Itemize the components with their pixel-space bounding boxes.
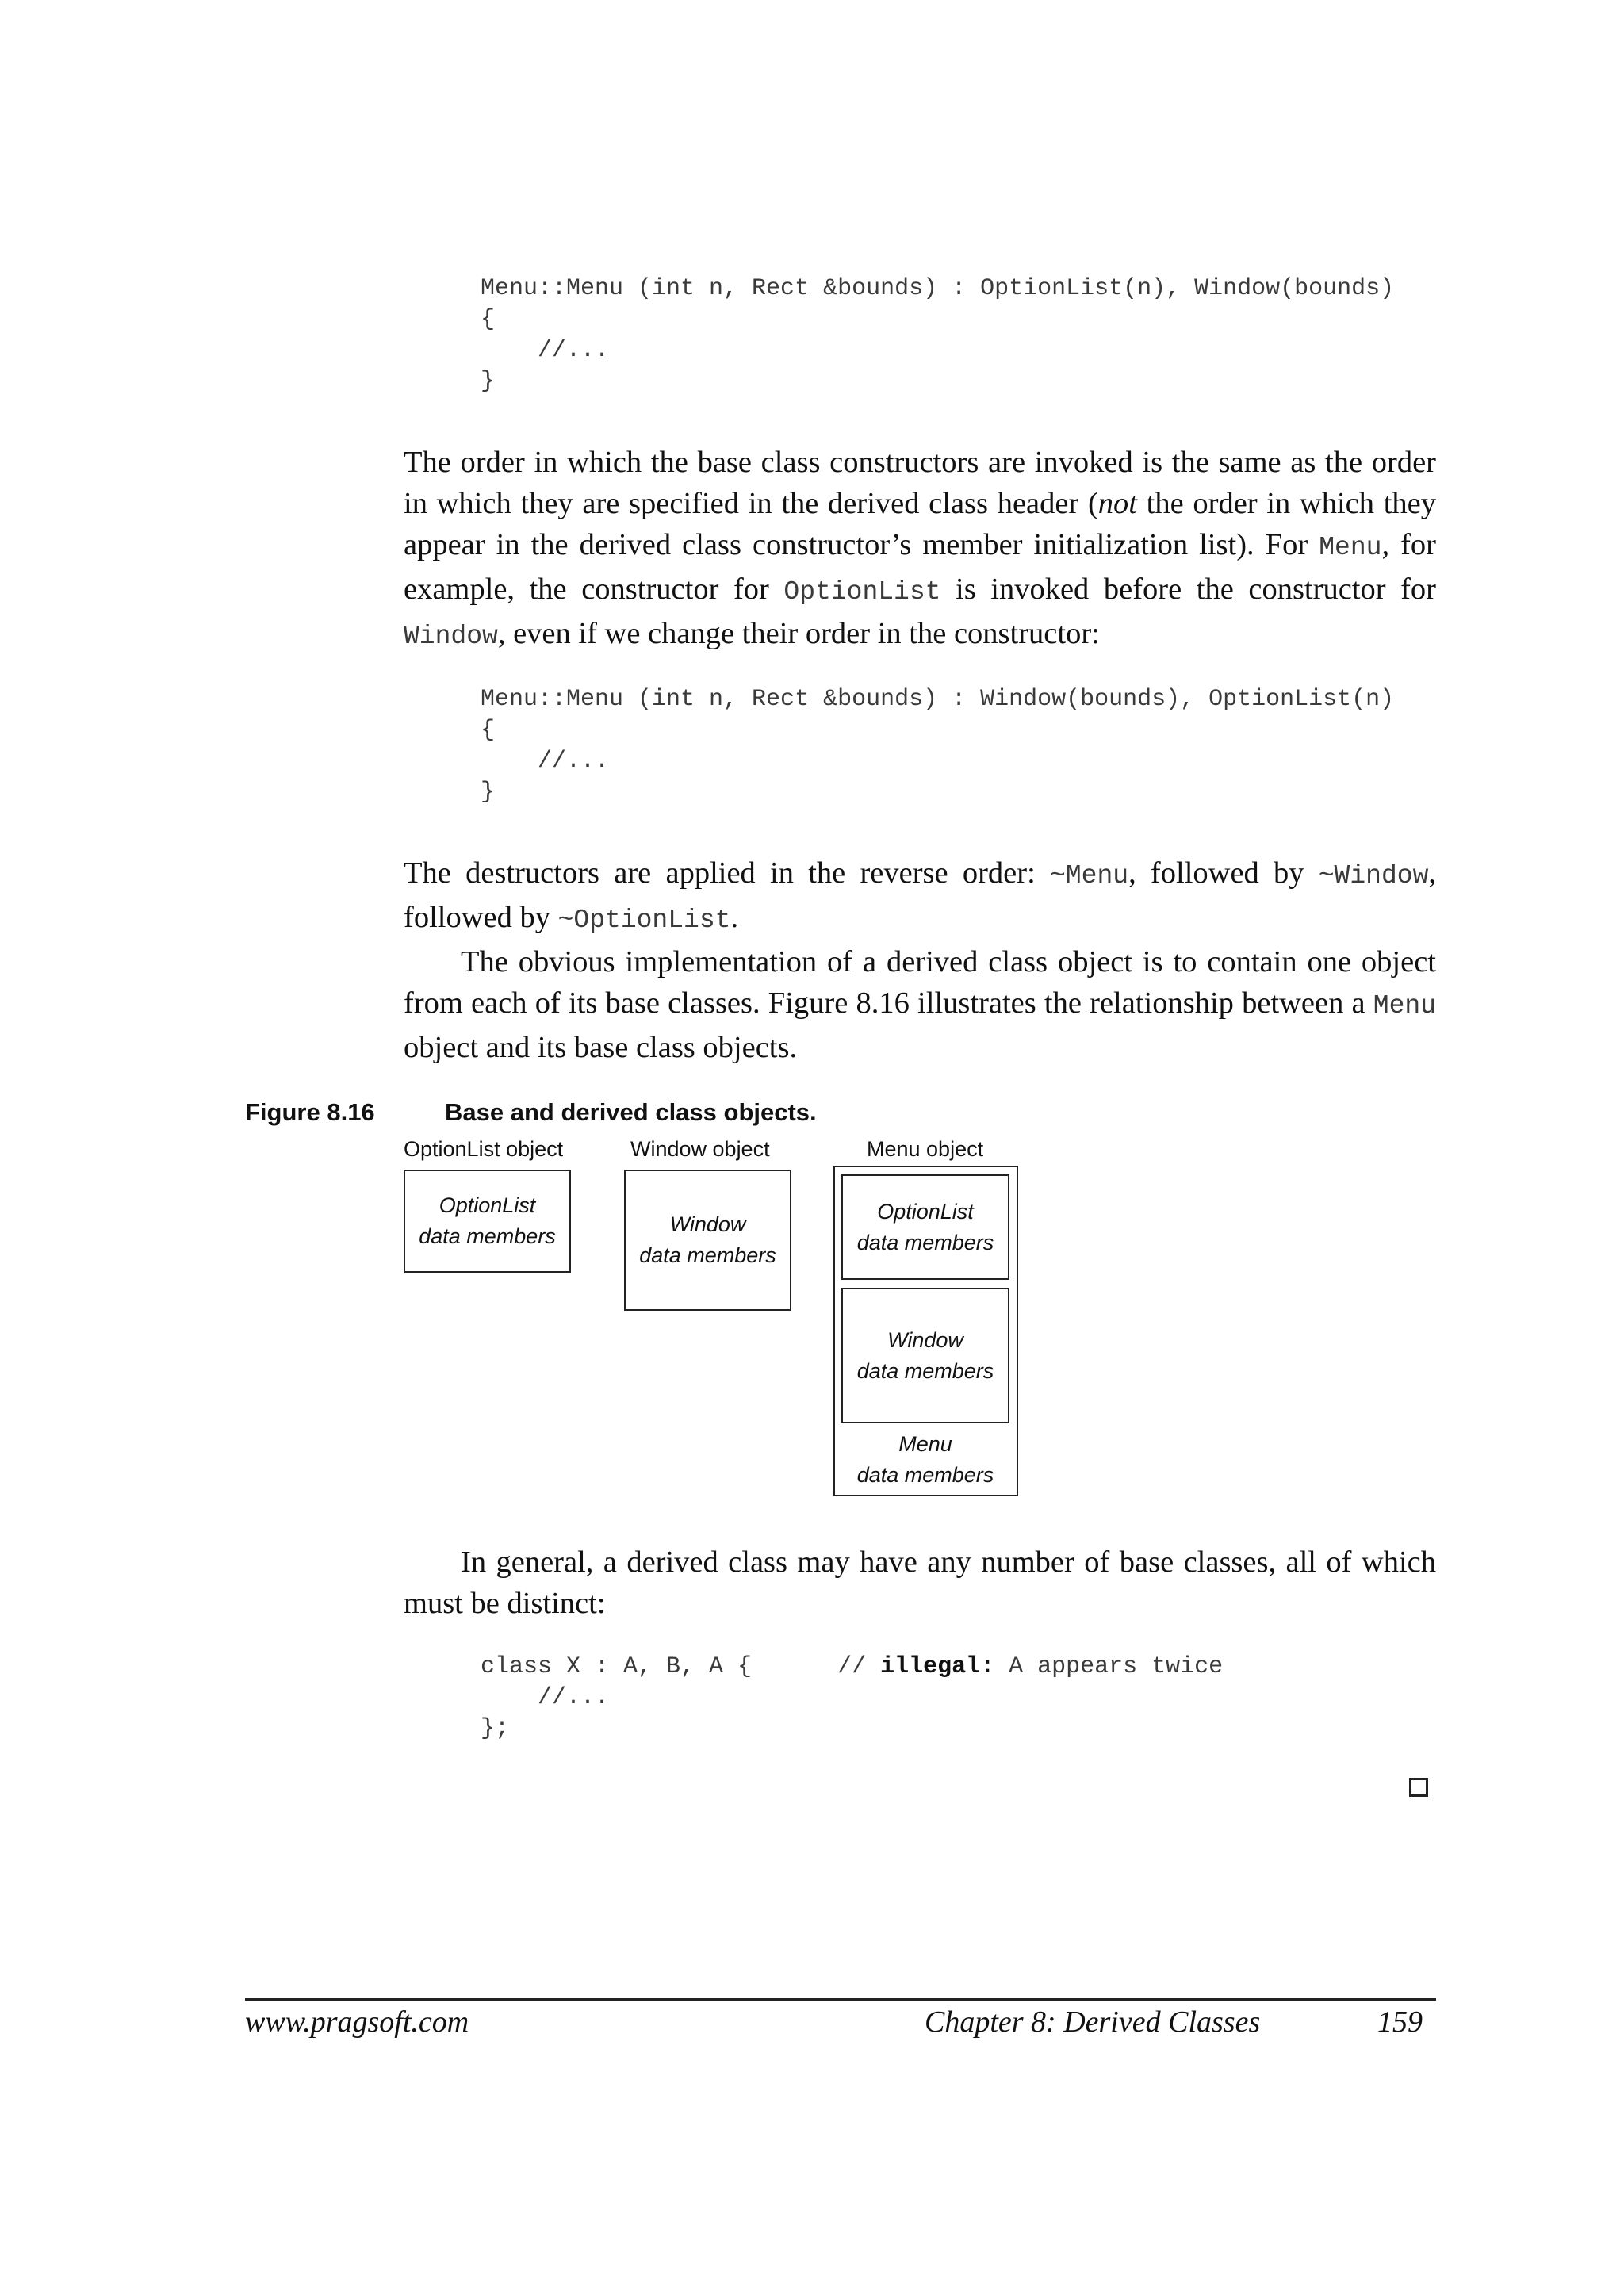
code-bold-illegal: illegal: xyxy=(880,1653,995,1680)
caption-menu-object: Menu object xyxy=(867,1137,984,1161)
figure-number: Figure 8.16 xyxy=(245,1098,375,1126)
text: , followed by xyxy=(1128,856,1319,890)
paragraph-destructors xyxy=(404,852,1436,1068)
code-line: //... xyxy=(481,337,610,364)
menu-optionlist-subobject xyxy=(841,1174,1009,1280)
code-block-menu-constructor xyxy=(481,274,1394,397)
code-block-illegal-class xyxy=(481,1652,1223,1744)
code-line: { xyxy=(481,717,496,744)
text: object and its base class objects. xyxy=(404,1031,798,1064)
box-label: data members xyxy=(639,1243,776,1267)
text: , followed by xyxy=(404,856,1436,934)
box-label: data members xyxy=(419,1224,556,1248)
box-label: Window xyxy=(887,1327,963,1352)
figure-title: Base and derived class objects. xyxy=(445,1098,817,1126)
box-label: data members xyxy=(856,1463,994,1487)
optionlist-object-box xyxy=(404,1170,571,1273)
caption-optionlist-object: OptionList object xyxy=(404,1137,564,1161)
footer-website: www.pragsoft.com xyxy=(245,2005,469,2039)
code-line: } xyxy=(481,779,496,806)
code-inline: ~Menu xyxy=(1050,861,1129,890)
code-line: } xyxy=(481,368,496,395)
footer-chapter: Chapter 8: Derived Classes xyxy=(925,2005,1261,2039)
page-number: 159 xyxy=(1377,2005,1423,2039)
box-label: Window xyxy=(669,1212,746,1236)
menu-data-members-label xyxy=(835,1429,1016,1491)
code-block-menu-constructor-reordered xyxy=(481,684,1394,808)
end-of-section-square-icon xyxy=(1409,1778,1428,1797)
paragraph-multiple-base-classes xyxy=(404,1541,1436,1624)
box-label: Menu xyxy=(898,1432,952,1456)
box-label: data members xyxy=(856,1358,994,1383)
code-line: class X : A, B, A { // xyxy=(481,1653,881,1680)
code-line: Menu::Menu (int n, Rect &bounds) : OptionList(n), Window(bounds) xyxy=(481,275,1395,302)
code-inline: Menu xyxy=(1373,991,1436,1021)
code-line: Menu::Menu (int n, Rect &bounds) : Window(bounds), OptionList(n) xyxy=(481,686,1395,713)
text: . xyxy=(730,901,739,934)
menu-object-box xyxy=(833,1166,1018,1496)
menu-window-subobject xyxy=(841,1288,1009,1423)
emphasis: not xyxy=(1097,487,1137,520)
box-label: OptionList xyxy=(439,1193,536,1217)
text: In general, a derived class may have any number of base classes, all of which must be distinct: xyxy=(404,1545,1436,1620)
box-label: data members xyxy=(856,1230,994,1254)
code-line: A appears twice xyxy=(994,1653,1224,1680)
text: , for example, the constructor for xyxy=(404,528,1436,606)
text: The obvious implementation of a derived class object is to contain one object from each of its base classes. Figure 8.16 illustrates the relationship between a xyxy=(404,945,1436,1020)
text: , even if we change their order in the constructor: xyxy=(497,617,1100,650)
code-line: { xyxy=(481,306,496,333)
code-inline: Menu xyxy=(1319,533,1382,562)
footer-rule xyxy=(245,1998,1436,2001)
box-label: OptionList xyxy=(877,1199,974,1224)
code-inline: ~Window xyxy=(1318,861,1429,890)
code-inline: ~OptionList xyxy=(557,906,731,935)
text: The order in which the base class constructors are invoked is the same as the order in which they are specified in the derived class header ( xyxy=(404,446,1436,520)
caption-window-object: Window object xyxy=(630,1137,770,1161)
text: is invoked before the constructor for xyxy=(940,573,1437,606)
window-object-box xyxy=(624,1170,791,1311)
text: the order in which they appear in the derived class constructor’s member initialization list). For xyxy=(404,487,1436,561)
code-line: }; xyxy=(481,1715,510,1742)
code-line: //... xyxy=(481,1684,610,1711)
code-inline: OptionList xyxy=(783,577,941,607)
paragraph-implementation xyxy=(404,941,1436,1068)
text: The destructors are applied in the reverse order: xyxy=(404,856,1051,890)
code-inline: Window xyxy=(404,622,498,651)
paragraph-constructor-order xyxy=(404,442,1436,657)
code-line: //... xyxy=(481,748,610,775)
